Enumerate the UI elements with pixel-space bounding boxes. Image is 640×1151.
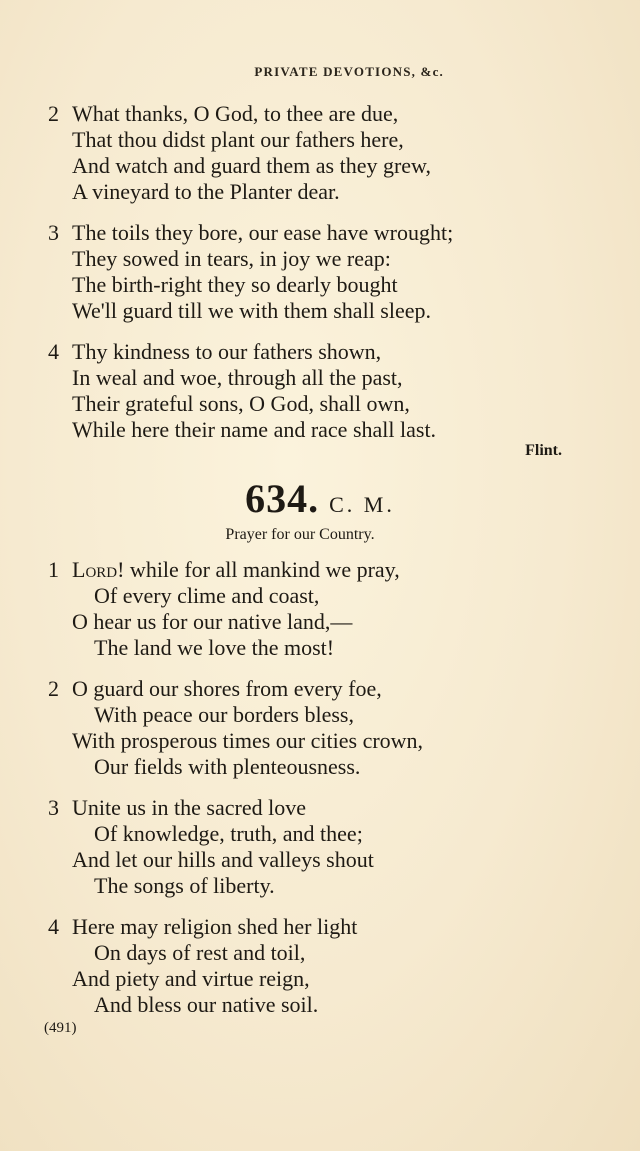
hymn-number: 634. [245, 476, 320, 521]
stanza-number: 2 [48, 101, 59, 126]
stanza-line: We'll guard till we with them shall sleep. [72, 298, 432, 323]
stanza-line: Of every clime and coast, [94, 583, 320, 608]
stanza-line: 4 Here may religion shed her light [48, 914, 358, 939]
hymn-stanza-2 [48, 676, 578, 780]
stanza-line: 4 Thy kindness to our fathers shown, [48, 339, 382, 364]
stanza-number: 1 [48, 557, 59, 582]
stanza-line: 2 O guard our shores from every foe, [48, 676, 382, 701]
stanza-line: And piety and virtue reign, [72, 966, 310, 991]
stanza-line: 3 Unite us in the sacred love [48, 795, 306, 820]
stanza-number: 4 [48, 914, 59, 939]
hymn-stanza-3 [48, 795, 578, 899]
stanza-line: And watch and guard them as they grew, [72, 153, 432, 178]
stanza-line: With peace our borders bless, [94, 702, 354, 727]
stanza-line: 2 What thanks, O God, to thee are due, [48, 101, 399, 126]
first-word: Lord [72, 557, 118, 582]
stanza-line: That thou didst plant our fathers here, [72, 127, 404, 152]
stanza-number: 3 [48, 795, 59, 820]
stanza-line: 3 The toils they bore, our ease have wrought; [48, 220, 454, 245]
stanza-number: 3 [48, 220, 59, 245]
hymn-stanza-1 [48, 557, 578, 661]
stanza-line: Our fields with plenteousness. [94, 754, 361, 779]
stanza-2-top [48, 101, 578, 205]
stanza-number: 4 [48, 339, 59, 364]
stanza-line: 1 Lord! while for all mankind we pray, [48, 557, 400, 582]
stanza-4-top [48, 339, 578, 443]
stanza-line: Their grateful sons, O God, shall own, [72, 391, 410, 416]
stanza-line: And let our hills and valleys shout [72, 847, 374, 872]
running-head-text: PRIVATE DEVOTIONS, &c. [254, 64, 444, 79]
stanza-line: While here their name and race shall last. [72, 417, 437, 442]
stanza-line: A vineyard to the Planter dear. [72, 179, 340, 204]
stanza-line: And bless our native soil. [94, 992, 319, 1017]
hymn-meter: C. M. [329, 492, 395, 517]
stanza-line: In weal and woe, through all the past, [72, 365, 403, 390]
hymn-heading [0, 475, 640, 522]
stanza-line: The land we love the most! [94, 635, 335, 660]
stanza-line: The songs of liberty. [94, 873, 275, 898]
page-folio: (491) [44, 1020, 77, 1036]
stanza-line: O hear us for our native land,— [72, 609, 353, 634]
hymn-stanza-4 [48, 914, 578, 1018]
stanza-3-top [48, 220, 578, 324]
stanza-number: 2 [48, 676, 59, 701]
running-head [0, 64, 620, 80]
stanza-line: They sowed in tears, in joy we reap: [72, 246, 391, 271]
hymn-title: Prayer for our Country. [225, 526, 375, 543]
stanza-line: On days of rest and toil, [94, 940, 306, 965]
author-attribution: Flint. [525, 442, 562, 459]
stanza-line: With prosperous times our cities crown, [72, 728, 424, 753]
stanza-line: The birth-right they so dearly bought [72, 272, 398, 297]
stanza-line: Of knowledge, truth, and thee; [94, 821, 363, 846]
